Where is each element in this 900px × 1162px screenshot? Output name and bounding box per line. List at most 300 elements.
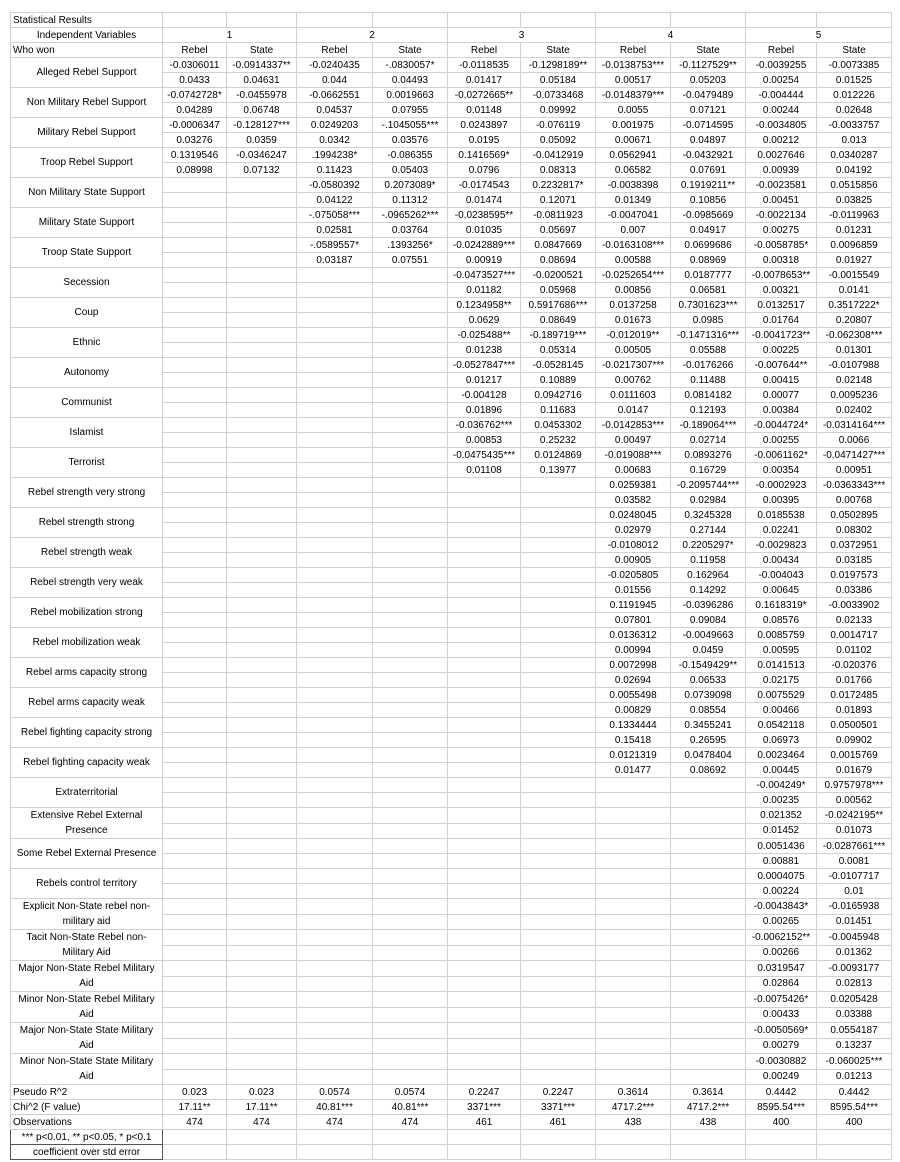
rebel-column-header: Rebel [596,43,671,58]
coefficient-cell: -0.2095744*** [671,478,746,493]
std-error-cell [297,733,373,748]
model-number-header: 1 [163,28,297,43]
coefficient-cell [596,1054,671,1070]
std-error-cell: 0.02402 [817,403,892,418]
coefficient-cell [297,268,373,283]
std-error-cell: 0.01556 [596,583,671,598]
std-error-cell: 0.06581 [671,283,746,298]
std-error-cell: 0.0195 [448,133,521,148]
stat-value: 400 [817,1115,892,1130]
coefficient-cell [297,718,373,733]
std-error-cell: 0.04897 [671,133,746,148]
std-error-cell [163,403,227,418]
std-error-cell [297,553,373,568]
empty-cell [448,13,521,28]
std-error-cell [227,583,297,598]
coefficient-cell [227,718,297,733]
coefficient-cell: -.1045055*** [373,118,448,133]
coefficient-cell [596,839,671,854]
std-error-cell [297,1069,373,1085]
coefficient-cell: .1994238* [297,148,373,163]
footnote: coefficient over std error [11,1145,163,1160]
coefficient-cell [521,598,596,613]
std-error-cell: 0.08649 [521,313,596,328]
std-error-cell: 0.01102 [817,643,892,658]
coefficient-cell: -0.007644** [746,358,817,373]
std-error-cell: 0.04493 [373,73,448,88]
coefficient-cell: -0.1549429** [671,658,746,673]
std-error-cell [671,945,746,961]
coefficient-cell [227,178,297,193]
std-error-cell [521,854,596,869]
std-error-cell: 0.00683 [596,463,671,478]
std-error-cell: 0.05092 [521,133,596,148]
coefficient-cell: 0.1334444 [596,718,671,733]
empty-cell [817,1145,892,1160]
coefficient-cell: 0.0004075 [746,869,817,884]
std-error-cell: 0.08313 [521,163,596,178]
std-error-cell [163,793,227,808]
coefficient-cell: -0.025488** [448,328,521,343]
std-error-cell [521,884,596,899]
std-error-cell [521,673,596,688]
state-column-header: State [671,43,746,58]
std-error-cell [227,523,297,538]
variable-name: Minor Non-State State Military Aid [11,1054,163,1085]
coefficient-cell: -0.0022134 [746,208,817,223]
coefficient-cell [227,268,297,283]
coefficient-cell [521,839,596,854]
std-error-cell [448,976,521,992]
coefficient-cell [596,992,671,1008]
coefficient-cell: 0.0136312 [596,628,671,643]
coefficient-cell [448,718,521,733]
coefficient-cell: 0.0027646 [746,148,817,163]
coefficient-cell [596,778,671,793]
std-error-cell: 0.07121 [671,103,746,118]
std-error-cell [373,884,448,899]
coefficient-cell [521,748,596,763]
std-error-cell [448,1038,521,1054]
std-error-cell [227,703,297,718]
coefficient-cell [163,298,227,313]
coefficient-row [11,930,892,946]
std-error-cell: 0.013 [817,133,892,148]
std-error-cell: 0.00255 [746,433,817,448]
stats-row [11,1085,892,1100]
coefficient-cell: 0.3455241 [671,718,746,733]
coefficient-cell: 0.0372951 [817,538,892,553]
coefficient-cell: -0.0163108*** [596,238,671,253]
std-error-cell [596,976,671,992]
std-error-cell: 0.13977 [521,463,596,478]
coefficient-cell [297,568,373,583]
coefficient-cell: 0.1919211** [671,178,746,193]
coefficient-row [11,448,892,463]
stat-value: 474 [163,1115,227,1130]
coefficient-cell: -0.0045948 [817,930,892,946]
coefficient-cell [227,628,297,643]
empty-cell [596,13,671,28]
coefficient-row [11,118,892,133]
model-number-header: 3 [448,28,596,43]
std-error-cell: 0.01148 [448,103,521,118]
empty-cell [521,1130,596,1145]
coefficient-cell [297,298,373,313]
std-error-cell: 0.05203 [671,73,746,88]
coefficient-cell [227,298,297,313]
coefficient-cell [671,930,746,946]
std-error-cell [521,823,596,839]
std-error-cell: 0.00762 [596,373,671,388]
coefficient-cell [297,628,373,643]
empty-cell [746,1130,817,1145]
std-error-cell [521,1007,596,1023]
coefficient-cell: 0.00077 [746,388,817,403]
coefficient-cell: -0.0217307*** [596,358,671,373]
std-error-cell [596,854,671,869]
coefficient-cell [163,268,227,283]
std-error-cell: 0.01035 [448,223,521,238]
std-error-cell [596,884,671,899]
stat-value: 0.2247 [448,1085,521,1100]
coefficient-cell [671,839,746,854]
std-error-cell: 0.0342 [297,133,373,148]
coefficient-cell [373,718,448,733]
std-error-cell: 0.01673 [596,313,671,328]
empty-cell [373,1130,448,1145]
std-error-cell [163,1069,227,1085]
std-error-cell [163,253,227,268]
coefficient-cell [163,598,227,613]
std-error-cell: 0.007 [596,223,671,238]
state-column-header: State [227,43,297,58]
stat-value: 474 [297,1115,373,1130]
std-error-cell: 0.00497 [596,433,671,448]
coefficient-row [11,508,892,523]
coefficient-cell [163,508,227,523]
coefficient-cell [373,1054,448,1070]
who-won-row [11,43,892,58]
empty-cell [671,1145,746,1160]
std-error-cell [163,976,227,992]
coefficient-cell [297,930,373,946]
std-error-cell [227,945,297,961]
std-error-cell: 0.08969 [671,253,746,268]
coefficient-cell: -0.0038398 [596,178,671,193]
coefficient-row [11,992,892,1008]
coefficient-cell: .1393256* [373,238,448,253]
empty-cell [671,1130,746,1145]
coefficient-cell: -0.0396286 [671,598,746,613]
coefficient-cell: 0.0542118 [746,718,817,733]
stat-value: 0.3614 [596,1085,671,1100]
std-error-cell: 0.0147 [596,403,671,418]
variable-name: Troop State Support [11,238,163,268]
std-error-cell [297,976,373,992]
std-error-cell [163,1007,227,1023]
std-error-cell [227,493,297,508]
std-error-cell [521,643,596,658]
coefficient-cell: -0.0030882 [746,1054,817,1070]
coefficient-cell: -0.0363343*** [817,478,892,493]
std-error-cell [163,763,227,778]
coefficient-cell [297,358,373,373]
std-error-cell [373,403,448,418]
coefficient-cell: -0.036762*** [448,418,521,433]
empty-cell [817,13,892,28]
std-error-cell [163,733,227,748]
std-error-cell [521,914,596,930]
coefficient-cell [227,238,297,253]
std-error-cell [521,733,596,748]
variable-name: Non Military Rebel Support [11,88,163,118]
std-error-cell [297,673,373,688]
coefficient-cell [448,688,521,703]
coefficient-cell [448,1023,521,1039]
coefficient-cell [297,899,373,915]
std-error-cell [297,373,373,388]
std-error-cell: 0.04192 [817,163,892,178]
std-error-cell [521,583,596,598]
std-error-cell: 0.13237 [817,1038,892,1054]
std-error-cell [448,793,521,808]
std-error-cell [297,643,373,658]
std-error-cell: 0.02984 [671,493,746,508]
coefficient-cell: 0.0502895 [817,508,892,523]
std-error-cell [297,884,373,899]
std-error-cell [297,403,373,418]
coefficient-cell: 0.012226 [817,88,892,103]
state-column-header: State [817,43,892,58]
std-error-cell [671,1007,746,1023]
std-error-cell [373,343,448,358]
std-error-cell [163,283,227,298]
stat-value: 17.11** [163,1100,227,1115]
coefficient-cell [297,658,373,673]
variable-name: Military Rebel Support [11,118,163,148]
coefficient-cell [521,538,596,553]
std-error-cell: 0.00829 [596,703,671,718]
coefficient-cell: 0.0172485 [817,688,892,703]
std-error-cell: 0.01108 [448,463,521,478]
std-error-cell: 0.00505 [596,343,671,358]
coefficient-row [11,869,892,884]
std-error-cell [373,976,448,992]
coefficient-cell [521,568,596,583]
stat-value: 8595.54*** [817,1100,892,1115]
coefficient-cell [671,961,746,977]
coefficient-cell [373,628,448,643]
coefficient-cell: -0.189064*** [671,418,746,433]
std-error-cell [163,523,227,538]
coefficient-cell: 0.0051436 [746,839,817,854]
coefficient-cell [373,688,448,703]
std-error-cell [671,976,746,992]
coefficient-cell [297,869,373,884]
std-error-cell: 0.00466 [746,703,817,718]
coefficient-cell: -0.0107988 [817,358,892,373]
coefficient-cell [163,688,227,703]
coefficient-cell: -0.0050569* [746,1023,817,1039]
std-error-cell [163,463,227,478]
coefficient-cell: 0.0096859 [817,238,892,253]
coefficient-cell: -0.0039255 [746,58,817,73]
std-error-cell [373,373,448,388]
coefficient-cell: -0.0073385 [817,58,892,73]
empty-cell [521,1145,596,1160]
std-error-cell [163,223,227,238]
std-error-cell: 0.01231 [817,223,892,238]
coefficient-cell [373,508,448,523]
std-error-cell: 0.25232 [521,433,596,448]
coefficient-cell: 0.0197573 [817,568,892,583]
std-error-cell [373,823,448,839]
std-error-cell [297,763,373,778]
coefficient-cell: -0.0023581 [746,178,817,193]
std-error-cell: 0.16729 [671,463,746,478]
std-error-cell: 0.05968 [521,283,596,298]
coefficient-cell: -0.0479489 [671,88,746,103]
std-error-cell: 0.02241 [746,523,817,538]
coefficient-row [11,88,892,103]
coefficient-cell: -0.0062152** [746,930,817,946]
coefficient-cell: 0.3517222* [817,298,892,313]
coefficient-cell [227,658,297,673]
std-error-cell [227,1038,297,1054]
coefficient-cell [297,508,373,523]
std-error-cell [227,253,297,268]
std-error-cell [297,613,373,628]
coefficient-cell [297,388,373,403]
coefficient-cell [227,328,297,343]
coefficient-row [11,568,892,583]
empty-cell [746,1145,817,1160]
std-error-cell: 0.07801 [596,613,671,628]
std-error-cell: 0.00595 [746,643,817,658]
stat-label: Pseudo R^2 [11,1085,163,1100]
stat-value: 438 [671,1115,746,1130]
std-error-cell [227,403,297,418]
std-error-cell: 0.00265 [746,914,817,930]
coefficient-cell: -0.0044724* [746,418,817,433]
coefficient-cell [373,748,448,763]
std-error-cell [373,914,448,930]
coefficient-cell: -0.004128 [448,388,521,403]
stat-value: 17.11** [227,1100,297,1115]
std-error-cell [373,313,448,328]
std-error-cell: 0.04917 [671,223,746,238]
std-error-cell: 0.11958 [671,553,746,568]
std-error-cell: 0.14292 [671,583,746,598]
coefficient-cell: -0.0242889*** [448,238,521,253]
variable-name: Rebel mobilization strong [11,598,163,628]
stat-value: 0.3614 [671,1085,746,1100]
std-error-cell: 0.00645 [746,583,817,598]
std-error-cell: 0.0055 [596,103,671,118]
coefficient-cell [227,808,297,824]
std-error-cell: 0.0459 [671,643,746,658]
std-error-cell: 0.08692 [671,763,746,778]
std-error-cell: 0.27144 [671,523,746,538]
std-error-cell [373,283,448,298]
coefficient-cell: -0.189719*** [521,328,596,343]
std-error-cell: 0.07955 [373,103,448,118]
coefficient-cell: -.0830057* [373,58,448,73]
coefficient-cell: 0.0124869 [521,448,596,463]
std-error-cell [448,673,521,688]
empty-cell [227,13,297,28]
coefficient-cell: 0.0187777 [671,268,746,283]
coefficient-cell: 0.0847669 [521,238,596,253]
std-error-cell: 0.00768 [817,493,892,508]
std-error-cell [373,1038,448,1054]
std-error-cell: 0.11488 [671,373,746,388]
std-error-cell [448,945,521,961]
variable-name: Rebel fighting capacity weak [11,748,163,778]
std-error-cell [163,643,227,658]
std-error-cell: 0.11683 [521,403,596,418]
coefficient-cell: -0.0118535 [448,58,521,73]
state-column-header: State [521,43,596,58]
coefficient-cell: -0.0108012 [596,538,671,553]
std-error-cell [448,1007,521,1023]
std-error-cell [521,1069,596,1085]
std-error-cell: 0.09902 [817,733,892,748]
std-error-cell: 0.01766 [817,673,892,688]
std-error-cell [227,673,297,688]
std-error-cell [521,763,596,778]
coefficient-cell: -0.0033757 [817,118,892,133]
coefficient-cell: -0.0142853*** [596,418,671,433]
coefficient-cell [521,899,596,915]
std-error-cell: 0.0433 [163,73,227,88]
variable-name: Non Military State Support [11,178,163,208]
std-error-cell: 0.08302 [817,523,892,538]
coefficient-cell [373,358,448,373]
std-error-cell: 0.00445 [746,763,817,778]
std-error-cell: 0.01679 [817,763,892,778]
coefficient-cell [297,1054,373,1070]
model-number-header: 4 [596,28,746,43]
coefficient-cell: -0.0242195** [817,808,892,824]
std-error-cell [227,823,297,839]
coefficient-cell: -0.0238595** [448,208,521,223]
std-error-cell: 0.01213 [817,1069,892,1085]
coefficient-cell: -0.004444 [746,88,817,103]
std-error-cell: 0.01301 [817,343,892,358]
coefficient-cell [448,478,521,493]
stat-value: 8595.54*** [746,1100,817,1115]
std-error-cell: 0.02148 [817,373,892,388]
coefficient-cell: 0.0095236 [817,388,892,403]
coefficient-cell [163,748,227,763]
std-error-cell [448,703,521,718]
model-header-row [11,28,892,43]
std-error-cell [521,703,596,718]
coefficient-cell [227,748,297,763]
coefficient-cell [521,658,596,673]
coefficient-cell [163,961,227,977]
coefficient-cell [596,869,671,884]
coefficient-cell [227,688,297,703]
std-error-cell: 0.00249 [746,1069,817,1085]
std-error-cell [163,493,227,508]
std-error-cell [227,914,297,930]
coefficient-cell [227,208,297,223]
coefficient-cell [163,658,227,673]
std-error-cell [448,613,521,628]
